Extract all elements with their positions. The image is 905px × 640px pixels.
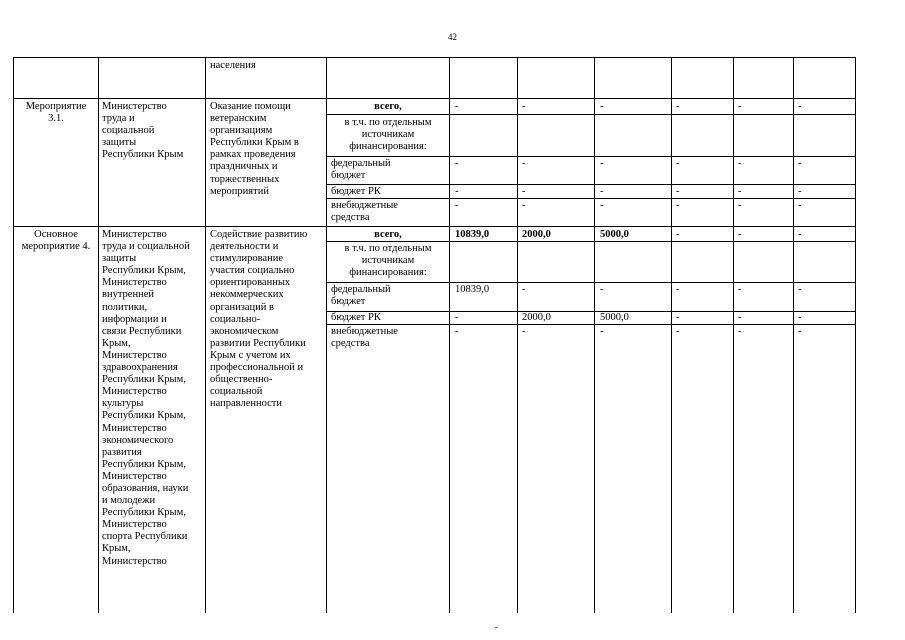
row-label-federal: федеральный бюджет xyxy=(331,284,391,308)
value-cell: - xyxy=(676,229,680,240)
scan-speck xyxy=(495,627,498,628)
value-cell: - xyxy=(522,186,526,197)
row-label-sources: в т.ч. по отдельным источникам финансирования: xyxy=(344,117,432,153)
value-cell: - xyxy=(676,326,680,337)
value-cell: - xyxy=(455,326,459,337)
description-text: Содействие развитию деятельности и стимулирование участия социально ориентированных некоммерческих организаций в социально- экономическом развитии Республики Крым с учетом их профессиональной и общественно- социальной направленности xyxy=(210,229,308,410)
value-cell: - xyxy=(798,229,802,240)
value-cell: - xyxy=(798,101,802,112)
table-line xyxy=(517,57,518,613)
value-cell: 2000,0 xyxy=(522,312,551,323)
table-line xyxy=(733,57,734,613)
value-cell: - xyxy=(522,101,526,112)
table-line xyxy=(98,57,99,613)
table-line xyxy=(671,57,672,613)
row-label-federal: федеральный бюджет xyxy=(331,158,391,182)
table-line xyxy=(326,198,856,199)
value-cell: - xyxy=(798,200,802,211)
table-line xyxy=(594,57,595,613)
value-cell: - xyxy=(798,326,802,337)
value-cell: - xyxy=(522,200,526,211)
table-line xyxy=(793,57,794,613)
continued-description-text: населения xyxy=(210,60,256,71)
value-cell: 5000,0 xyxy=(600,229,629,240)
value-cell: 10839,0 xyxy=(455,229,490,240)
row-label-regional: бюджет РК xyxy=(331,312,381,323)
table-line xyxy=(13,226,856,227)
value-cell: 10839,0 xyxy=(455,284,490,295)
table-line xyxy=(326,156,856,157)
value-cell: - xyxy=(738,312,742,323)
value-cell: - xyxy=(798,312,802,323)
value-cell: - xyxy=(455,312,459,323)
value-cell: 2000,0 xyxy=(522,229,551,240)
value-cell: - xyxy=(798,186,802,197)
value-cell: - xyxy=(738,229,742,240)
value-cell: - xyxy=(798,284,802,295)
table-line xyxy=(855,57,856,613)
value-cell: - xyxy=(738,101,742,112)
table-line xyxy=(326,282,856,283)
value-cell: - xyxy=(738,326,742,337)
row-label-total: всего, xyxy=(374,229,402,240)
value-cell: - xyxy=(455,186,459,197)
row-label-extrabudget: внебюджетные средства xyxy=(331,200,398,224)
value-cell: - xyxy=(455,101,459,112)
value-cell: - xyxy=(738,200,742,211)
description-text: Оказание помощи ветеранским организациям Республики Крым в рамках проведения праздничных и торжественных мероприятий xyxy=(210,101,299,197)
value-cell: - xyxy=(522,158,526,169)
page-number: 42 xyxy=(448,32,457,42)
executor-text: Министерство труда и социальной защиты Республики Крым xyxy=(102,101,184,161)
row-label-total: всего, xyxy=(374,101,402,112)
table-line xyxy=(326,241,856,242)
value-cell: - xyxy=(676,186,680,197)
row-label-sources: в т.ч. по отдельным источникам финансирования: xyxy=(344,243,432,279)
value-cell: - xyxy=(600,186,604,197)
value-cell: - xyxy=(455,158,459,169)
value-cell: - xyxy=(600,200,604,211)
value-cell: - xyxy=(600,326,604,337)
row-label-extrabudget: внебюджетные средства xyxy=(331,326,398,350)
value-cell: - xyxy=(676,101,680,112)
executor-text: Министерство труда и социальной защиты Республики Крым, Министерство внутренней политики, информации и связи Республики Крым, Министерство здравоохранения Республики Крым, Министерство культуры Республики Крым, Министерство экономического развития Республики Крым, Министерство образования, науки и молодежи Республики Крым, Министерство спорта Республики Крым, Министерство xyxy=(102,229,190,567)
value-cell: - xyxy=(676,200,680,211)
value-cell: - xyxy=(600,158,604,169)
value-cell: - xyxy=(676,312,680,323)
table-line xyxy=(13,98,856,99)
value-cell: - xyxy=(676,284,680,295)
table-line xyxy=(13,57,14,613)
table-line xyxy=(13,57,856,58)
value-cell: - xyxy=(738,158,742,169)
table-line xyxy=(326,324,856,325)
value-cell: - xyxy=(600,284,604,295)
value-cell: - xyxy=(738,186,742,197)
value-cell: - xyxy=(738,284,742,295)
table-line xyxy=(449,57,450,613)
value-cell: - xyxy=(522,326,526,337)
value-cell: - xyxy=(676,158,680,169)
table-line xyxy=(326,114,856,115)
measure-title: Мероприятие 3.1. xyxy=(25,101,87,125)
table-line xyxy=(326,184,856,185)
value-cell: - xyxy=(798,158,802,169)
value-cell: - xyxy=(522,284,526,295)
row-label-regional: бюджет РК xyxy=(331,186,381,197)
value-cell: 5000,0 xyxy=(600,312,629,323)
value-cell: - xyxy=(600,101,604,112)
measure-title: Основное мероприятие 4. xyxy=(21,229,91,253)
value-cell: - xyxy=(455,200,459,211)
